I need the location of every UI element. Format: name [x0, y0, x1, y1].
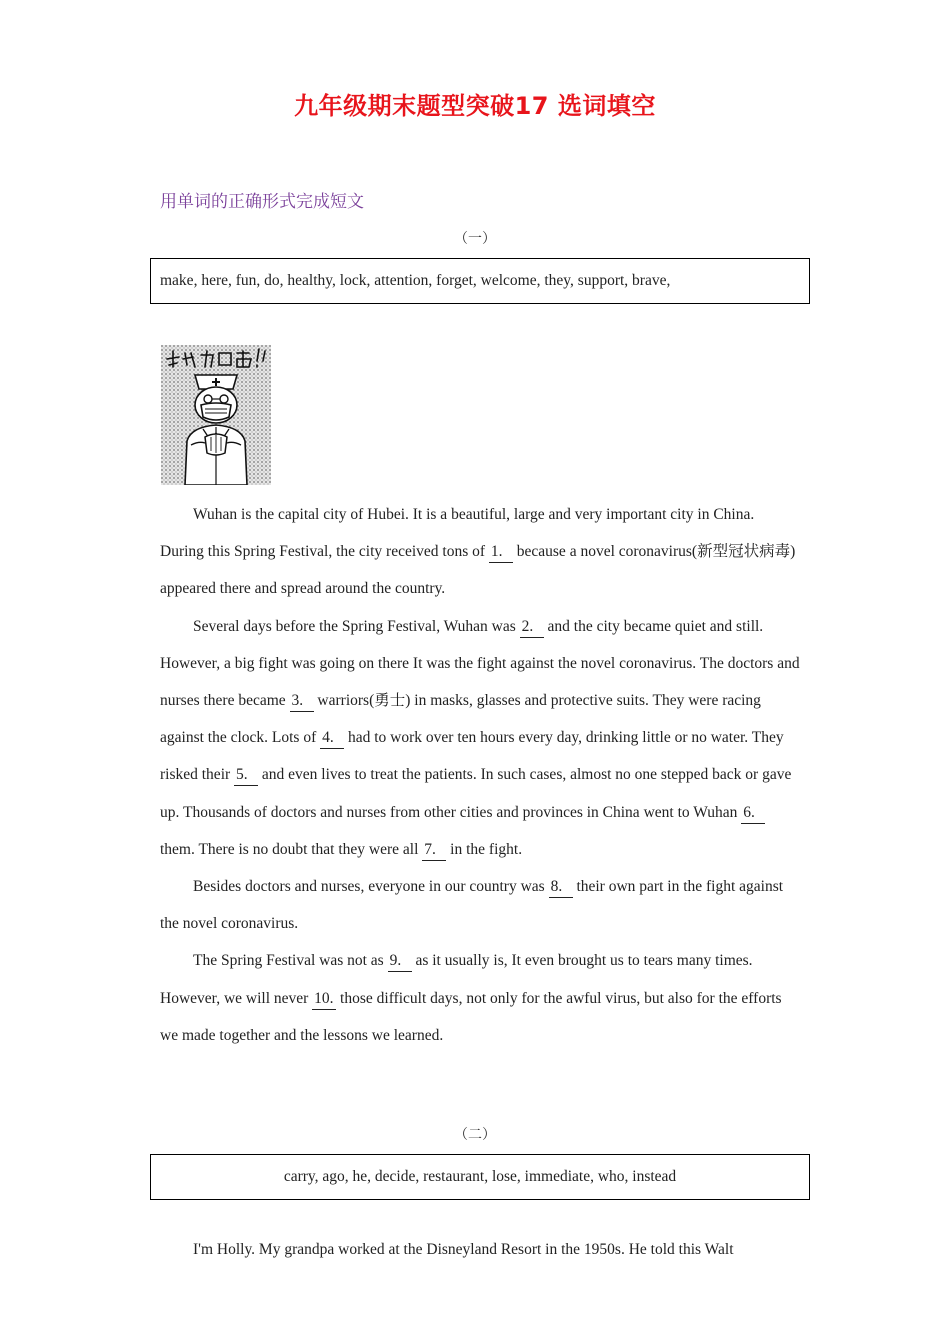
blank-6[interactable]: 6. — [741, 803, 765, 824]
blank-3[interactable]: 3. — [290, 691, 314, 712]
blank-5[interactable]: 5. — [234, 765, 258, 786]
page-title: 九年级期末题型突破17 选词填空 — [294, 92, 656, 120]
passage-text: as it usually is, It even brought us to tears many times. However, we will never — [160, 952, 753, 1007]
passage-text: Several days before the Spring Festival, Wuhan was — [193, 617, 520, 635]
word-bank-two-text: carry, ago, he, decide, restaurant, lose, immediate, who, instead — [283, 1168, 677, 1185]
passage-text: because a novel coronavirus(新型冠状病毒) appeared there and spread around the country. — [160, 543, 796, 598]
blank-7[interactable]: 7. — [422, 840, 446, 861]
passage-two-text: I'm Holly. My grandpa worked at the Disneyland Resort in the 1950s. He told this Walt — [193, 1241, 734, 1258]
blank-8[interactable]: 8. — [549, 877, 573, 898]
part-one-label: （一） — [454, 232, 496, 247]
passage-one-paragraph-4 — [160, 942, 800, 1054]
nurse-cartoon-image — [161, 345, 271, 485]
passage-text: and even lives to treat the patients. In such cases, almost no one stepped back or gave up. Thousands of doctors and nurses from other cities and provinces in China went to Wuhan — [160, 766, 792, 821]
word-bank-one — [150, 258, 810, 304]
section-heading: 用单词的正确形式完成短文 — [160, 192, 364, 212]
word-bank-two — [150, 1154, 810, 1200]
blank-4[interactable]: 4. — [320, 728, 344, 749]
passage-one — [160, 496, 800, 1054]
passage-one-paragraph-2 — [160, 608, 800, 868]
blank-10[interactable]: 10. — [312, 989, 336, 1010]
passage-text: had to work over ten hours every day, drinking little or no water. They risked their — [160, 729, 784, 784]
passage-text: their own part in the fight against the novel coronavirus. — [160, 878, 784, 933]
passage-text: in the fight. — [446, 840, 523, 858]
blank-2[interactable]: 2. — [520, 617, 544, 638]
passage-one-paragraph-3 — [160, 868, 800, 942]
passage-text: Wuhan is the capital city of Hubei. It is a beautiful, large and very important city in China. During this Spring Festival, the city received tons of — [160, 506, 755, 561]
passage-text: and the city became quiet and still. However, a big fight was going on there It was the fight against the novel coronavirus. The doctors and nurses there became — [160, 617, 800, 710]
blank-9[interactable]: 9. — [388, 951, 412, 972]
passage-text: warriors(勇士) in masks, glasses and protective suits. They were racing against the clock. Lots of — [160, 692, 761, 747]
part-two-label: （二） — [454, 1128, 496, 1143]
passage-text: those difficult days, not only for the awful virus, but also for the efforts we made together and the lessons we learned. — [160, 989, 782, 1044]
word-bank-one-text: make, here, fun, do, healthy, lock, attention, forget, welcome, they, support, brave, — [160, 272, 671, 289]
passage-text: them. There is no doubt that they were all — [160, 840, 423, 858]
blank-1[interactable]: 1. — [489, 542, 513, 563]
passage-text: The Spring Festival was not as — [193, 952, 388, 970]
passage-two — [193, 1235, 833, 1265]
passage-one-paragraph-1 — [160, 496, 800, 608]
passage-text: Besides doctors and nurses, everyone in our country was — [193, 878, 549, 896]
